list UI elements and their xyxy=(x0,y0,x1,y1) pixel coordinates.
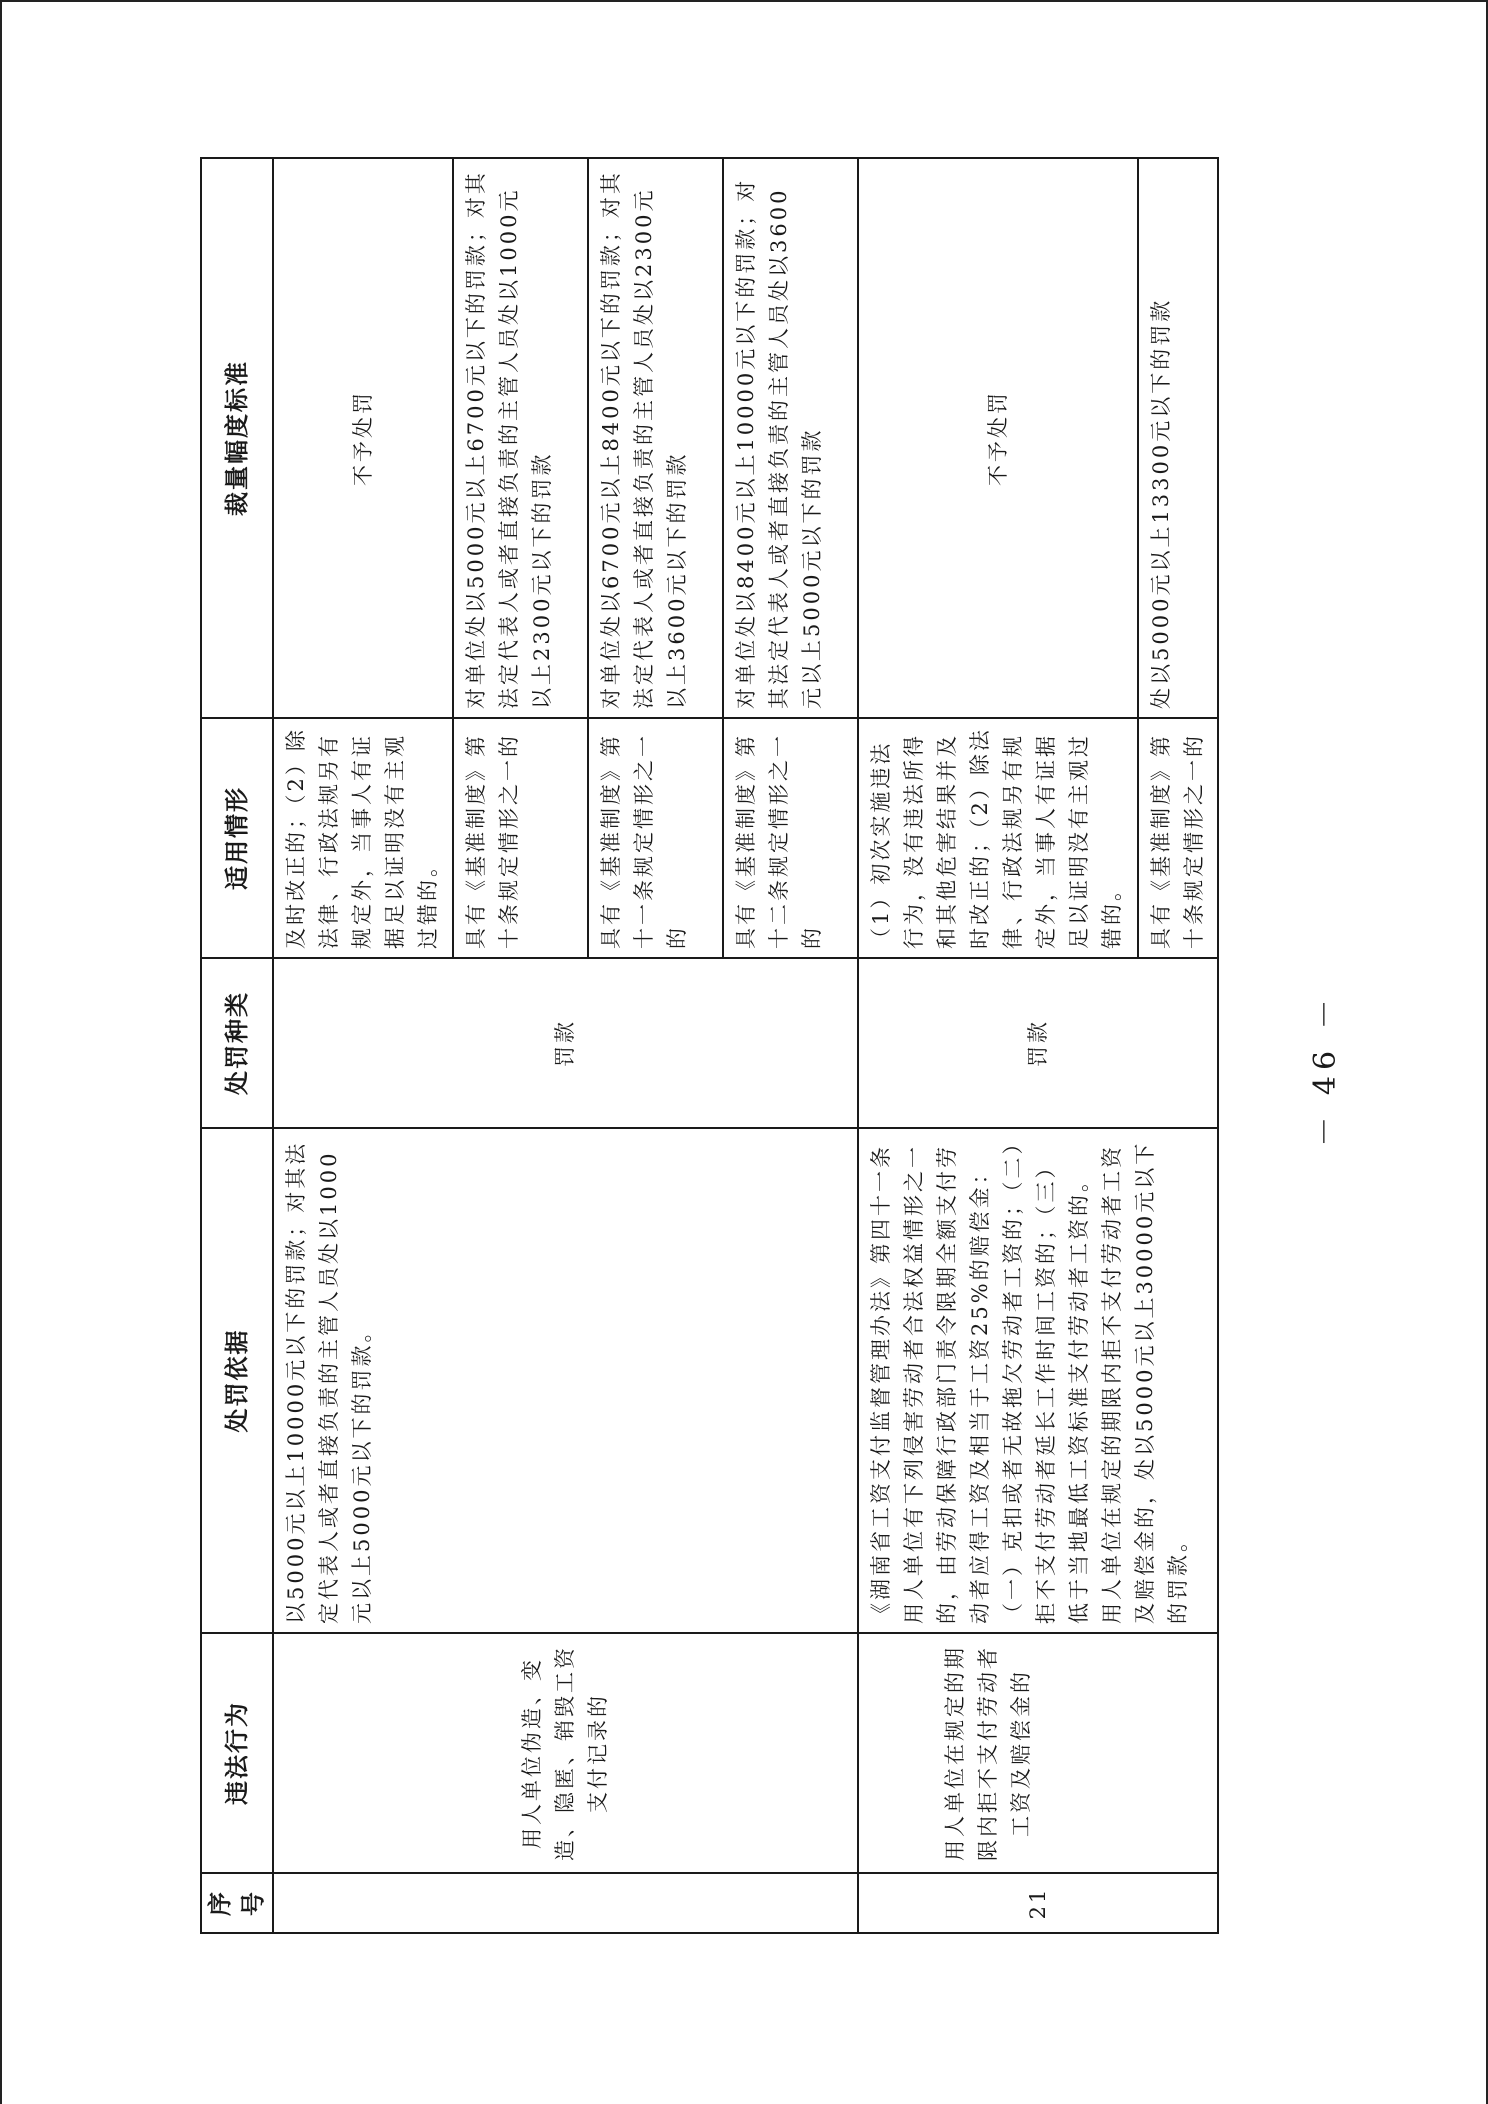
type-cell: 罚款 xyxy=(273,958,858,1128)
case-cell: 具有《基准制度》第十条规定情形之一的 xyxy=(453,718,588,958)
page-frame-left xyxy=(0,0,2,2104)
case-cell: 具有《基准制度》第十二条规定情形之一的 xyxy=(723,718,858,958)
seq-cell: 21 xyxy=(858,1873,1218,1933)
rotated-table-container xyxy=(200,159,1206,1934)
case-cell: 具有《基准制度》第十一条规定情形之一的 xyxy=(588,718,723,958)
basis-paragraph: 《湖南省工资支付监督管理办法》第四十一条 用人单位有下列侵害劳动者合法权益情形之一的，由劳动保障行政部门责令限期全额支付劳动者应得工资及相当于工资25%的赔偿金：（一）克扣或者无故拖欠劳动者工资的；（二）拒不支付劳动者延长工作时间工资的；（三）低于当地最低工资标准支付劳动者工资的。 xyxy=(869,1141,1091,1624)
header-std: 裁量幅度标准 xyxy=(201,158,273,718)
table-row xyxy=(858,158,1138,1933)
act-cell: 用人单位在规定的期限内拒不支付劳动者工资及赔偿金的 xyxy=(858,1633,1218,1873)
std-cell: 对单位处以5000元以上6700元以下的罚款；对其法定代表人或者直接负责的主管人员处以1000元以上2300元以下的罚款 xyxy=(453,158,588,718)
basis-paragraph: 用人单位在规定的期限内拒不支付劳动者工资及赔偿金的，处以5000元以上30000元以下的罚款。 xyxy=(1100,1140,1190,1624)
std-cell: 对单位处以8400元以上10000元以下的罚款；对其法定代表人或者直接负责的主管人员处以3600元以上5000元以下的罚款 xyxy=(723,158,858,718)
type-cell: 罚款 xyxy=(858,958,1218,1128)
case-cell: （1）初次实施违法行为，没有违法所得和其他危害结果并及时改正的；（2）除法律、行政法规另有规定外，当事人有证据足以证明没有主观过错的。 xyxy=(858,718,1138,958)
std-cell: 不予处罚 xyxy=(858,158,1138,718)
std-cell: 不予处罚 xyxy=(273,158,453,718)
header-basis: 处罚依据 xyxy=(201,1128,273,1633)
page-number: － 46 － xyxy=(1308,993,1343,1147)
basis-cell xyxy=(858,1128,1218,1633)
table-row xyxy=(273,158,453,1933)
case-cell: 具有《基准制度》第十条规定情形之一的 xyxy=(1138,718,1218,958)
header-type: 处罚种类 xyxy=(201,958,273,1128)
page-frame-top xyxy=(0,0,1488,2)
header-row xyxy=(201,158,273,1933)
act-cell: 用人单位伪造、变造、隐匿、销毁工资支付记录的 xyxy=(273,1633,858,1873)
case-cell: 及时改正的；（2）除法律、行政法规另有规定外，当事人有证据足以证明没有主观过错的。 xyxy=(273,718,453,958)
seq-cell xyxy=(273,1873,858,1933)
std-cell: 处以5000元以上13300元以下的罚款 xyxy=(1138,158,1218,718)
header-case: 适用情形 xyxy=(201,718,273,958)
basis-cell: 以5000元以上10000元以下的罚款；对其法定代表人或者直接负责的主管人员处以1000元以上5000元以下的罚款。 xyxy=(273,1128,858,1633)
std-cell: 对单位处以6700元以上8400元以下的罚款；对其法定代表人或者直接负责的主管人员处以2300元以上3600元以下的罚款 xyxy=(588,158,723,718)
penalty-table xyxy=(200,157,1219,1934)
header-seq: 序号 xyxy=(201,1873,273,1933)
header-act: 违法行为 xyxy=(201,1633,273,1873)
